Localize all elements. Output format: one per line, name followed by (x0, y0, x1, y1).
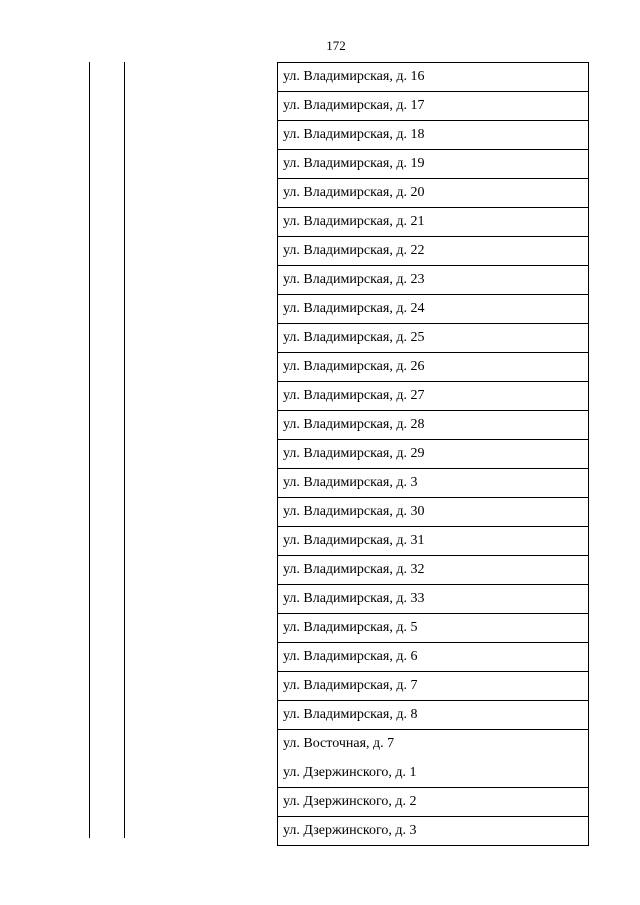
address-row: ул. Восточная, д. 7 (278, 729, 588, 758)
address-row: ул. Владимирская, д. 20 (278, 178, 588, 207)
address-row: ул. Владимирская, д. 18 (278, 120, 588, 149)
address-row: ул. Владимирская, д. 33 (278, 584, 588, 613)
address-row: ул. Владимирская, д. 23 (278, 265, 588, 294)
address-row: ул. Владимирская, д. 22 (278, 236, 588, 265)
address-row: ул. Владимирская, д. 19 (278, 149, 588, 178)
page-number: 172 (326, 38, 346, 53)
address-row: ул. Владимирская, д. 3 (278, 468, 588, 497)
address-row: ул. Владимирская, д. 24 (278, 294, 588, 323)
address-row: ул. Владимирская, д. 25 (278, 323, 588, 352)
address-row: ул. Дзержинского, д. 1 (283, 765, 417, 780)
address-row: ул. Владимирская, д. 29 (278, 439, 588, 468)
address-row: ул. Владимирская, д. 7 (278, 671, 588, 700)
address-row: ул. Владимирская, д. 5 (278, 613, 588, 642)
address-row: ул. Владимирская, д. 31 (278, 526, 588, 555)
address-row: ул. Дзержинского, д. 2 (278, 787, 588, 816)
address-row: ул. Владимирская, д. 21 (278, 207, 588, 236)
address-row: ул. Владимирская, д. 26 (278, 352, 588, 381)
address-row: ул. Владимирская, д. 28 (278, 410, 588, 439)
address-row: ул. Владимирская, д. 6 (278, 642, 588, 671)
address-row: ул. Владимирская, д. 16 (278, 62, 588, 91)
table-column-divider (89, 62, 90, 838)
address-row: ул. Владимирская, д. 30 (278, 497, 588, 526)
address-row: ул. Владимирская, д. 32 (278, 555, 588, 584)
address-row: ул. Владимирская, д. 27 (278, 381, 588, 410)
address-list (277, 62, 589, 846)
table-column-divider (124, 62, 125, 838)
address-row: ул. Дзержинского, д. 3 (278, 816, 588, 845)
address-row: ул. Владимирская, д. 8 (278, 700, 588, 729)
address-row: ул. Владимирская, д. 17 (278, 91, 588, 120)
